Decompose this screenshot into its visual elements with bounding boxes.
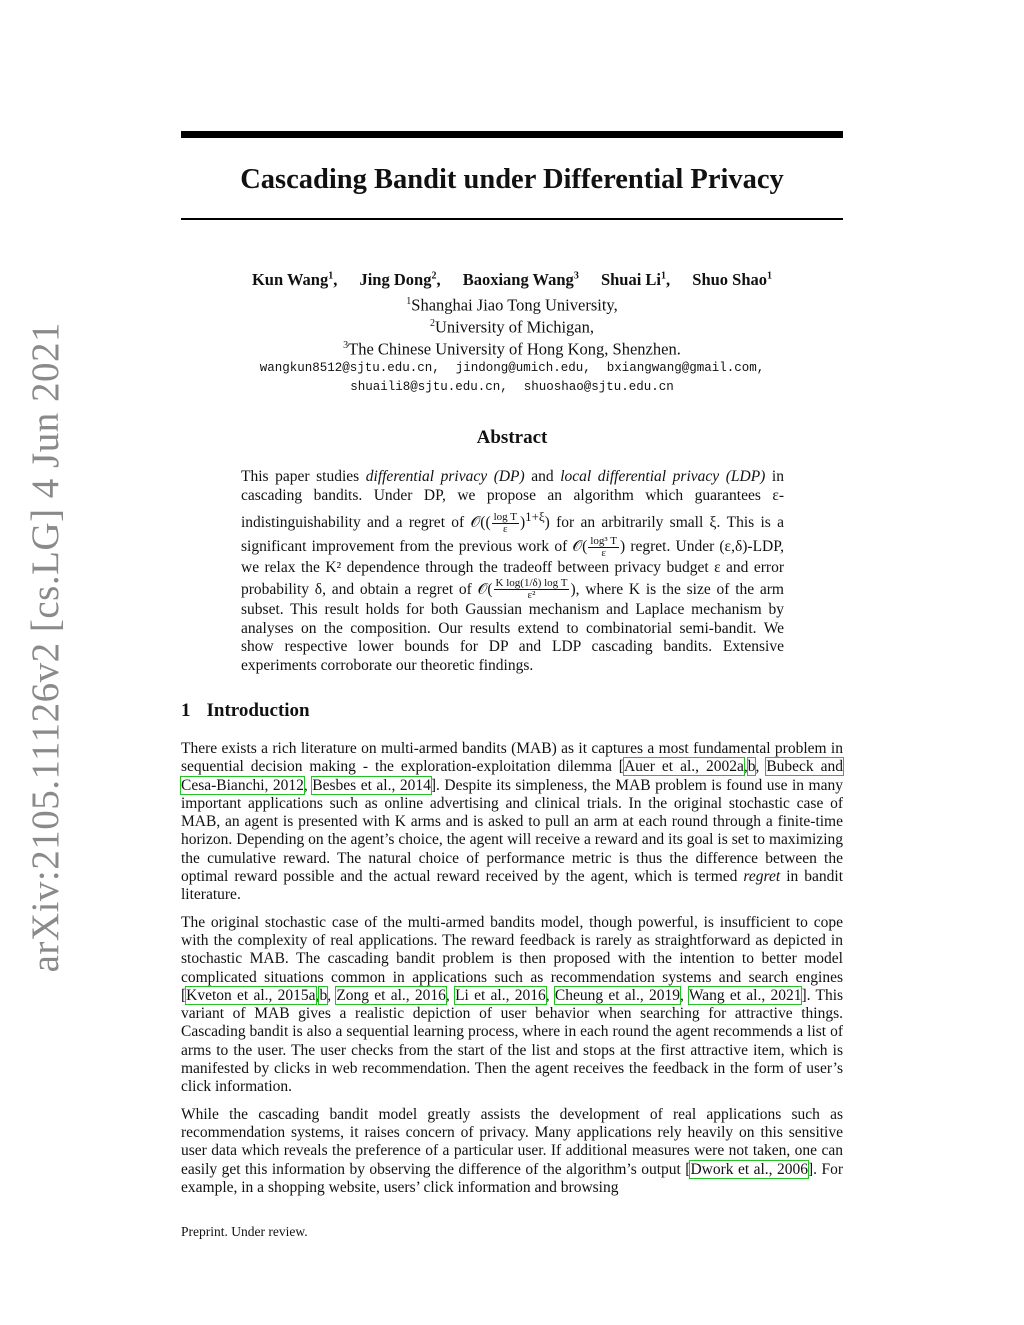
paper-title: Cascading Bandit under Differential Privacy bbox=[240, 164, 784, 195]
page-footer: Preprint. Under review. bbox=[181, 1224, 308, 1239]
author: Baoxiang Wang$^3$ bbox=[462, 269, 579, 289]
email: jindong@umich.edu, bbox=[455, 360, 591, 375]
citation-link[interactable]: Dwork et al., 2006 bbox=[690, 1160, 808, 1178]
author: Kun Wang$^1$, bbox=[251, 269, 338, 289]
author-block bbox=[181, 263, 843, 397]
citation-link[interactable]: b bbox=[747, 758, 756, 776]
section-heading: 1 Introduction bbox=[181, 700, 310, 721]
paragraph: There exists a rich literature on multi-armed bandits (MAB) as it captures a most fundamental problem in sequential decision making - the exploration-exploitation dilemma [Auer et al., 2002a,b, Bubeck and Cesa-Bianchi, 2012, Besbes et al., 2014]. Despite its simpleness, the MAB problem is found use in many important applications such as online advertising and clinical trials. In the original stochastic case of MAB, an agent is presented with K arms and is asked to pull an arm at each round through a finite-time horizon. Depending on the agent’s choice, the agent will receive a reward and its goal is set to maximizing the cumulative reward. The natural choice of performance metric is thus the difference between the optimal reward possible and the actual reward received by the agent, which is termed regret in bandit literature. bbox=[181, 740, 844, 904]
citation-link[interactable]: Bubeck and Cesa-Bianchi, 2012 bbox=[181, 758, 843, 794]
abstract-emphasis: local differential privacy (LDP) bbox=[560, 468, 766, 485]
abstract-heading: Abstract bbox=[476, 427, 548, 448]
citation-link[interactable]: Cheung et al., 2019 bbox=[554, 986, 680, 1004]
abstract-emphasis: differential privacy (DP) bbox=[365, 468, 525, 485]
citation-link[interactable]: Besbes et al., 2014 bbox=[312, 776, 431, 794]
email: shuoshao@sjtu.edu.cn bbox=[523, 379, 674, 394]
regret-bound-previous: 𝒪( $\frac{\text{log³ T}}{\varepsilon}$ ) bbox=[572, 535, 626, 560]
email: wangkun8512@sjtu.edu.cn, bbox=[259, 360, 440, 375]
citation-link[interactable]: Auer et al., 2002a bbox=[623, 758, 744, 776]
author-list bbox=[181, 263, 843, 293]
email-list bbox=[181, 378, 843, 397]
author: Shuo Shao$^1$ bbox=[692, 269, 773, 289]
citation-link[interactable]: Wang et al., 2021 bbox=[688, 986, 802, 1004]
title-top-rule bbox=[181, 131, 843, 138]
regret-bound-ldp: 𝒪( $\frac{\text{K log(1/δ) log T}}{\text{ε²}}$ ) bbox=[477, 577, 576, 602]
email-list bbox=[181, 359, 843, 378]
regret-bound-dp: 𝒪(( $\frac{\text{log T}}{\varepsilon}$ )$^{1+\xi}$) bbox=[470, 509, 550, 536]
citation-link[interactable]: Li et al., 2016 bbox=[455, 986, 546, 1004]
citation-link[interactable]: Zong et al., 2016 bbox=[336, 986, 446, 1004]
author: Jing Dong$^2$, bbox=[359, 269, 441, 289]
section-body bbox=[181, 740, 843, 1206]
abstract-body: This paper studies differential privacy (DP) and local differential privacy (LDP) in cascading bandits. Under DP, we propose an algorithm which guarantees ε-indistinguishability and a regret of 𝒪(( $\frac{\text{log T}}{\varepsilon}$ )$^{1+\xi}$) for an arbitrarily small ξ. This is a significant improvement from the previous work of 𝒪( $\frac{\text{log³ T}}{\varepsilon}$ ) regret. Under (ε,δ)-LDP, we relax the K² dependence through the tradeoff between privacy budget ε and error probability δ, and obtain a regret of 𝒪( $\frac{\text{K log(1/δ) log T}}{\text{ε²}}$ ), where K is the size of the arm subset. This result holds for both Gaussian mechanism and Laplace mechanism by analyses on the composition. Our results extend to combinatorial semi-bandit. We show respective lower bounds for DP and LDP cascading bandits. Extensive experiments corroborate our theoretic findings. bbox=[241, 468, 785, 674]
affiliation: $^2$University of Michigan, bbox=[429, 317, 594, 336]
affiliation: $^1$Shanghai Jiao Tong University, bbox=[406, 295, 618, 314]
email: shuaili8@sjtu.edu.cn, bbox=[350, 379, 508, 394]
title-bottom-rule bbox=[181, 218, 843, 220]
citation-link[interactable]: b bbox=[319, 986, 328, 1004]
citation-link[interactable]: Kveton et al., 2015a bbox=[186, 986, 316, 1004]
email: bxiangwang@gmail.com, bbox=[606, 360, 765, 375]
paragraph: The original stochastic case of the multi-armed bandits model, though powerful, is insufficient to cope with the complexity of real applications. The reward feedback is rarely as straightforward as depicted in stochastic MAB. The cascading bandit problem is then proposed with the intention to better model complicated situations common in applications such as recommendation systems and search engines [Kveton et al., 2015a,b, Zong et al., 2016, Li et al., 2016, Cheung et al., 2019, Wang et al., 2021]. This variant of MAB gives a realistic depiction of user behavior when searching for attractive things. Cascading bandit is also a sequential learning process, where in each round the agent recommends a list of arms to the user. The user checks from the start of the list and stops at the first attractive item, which is manifested by clicks in web recommendation. Then the agent receives the feedback in the form of user’s click information. bbox=[181, 913, 844, 1096]
affiliation: $^3$The Chinese University of Hong Kong, Shenzhen. bbox=[343, 339, 681, 358]
paragraph: While the cascading bandit model greatly assists the development of real applications such as recommendation systems, it raises concern of privacy. Many applications rely heavily on this sensitive user data which reveals the preference of a particular user. If additional measures were not taken, one can easily get this information by observing the difference of the algorithm’s output [Dwork et al., 2006]. For example, in a shopping website, users’ click information and browsing bbox=[181, 1105, 843, 1196]
arxiv-identifier: arXiv:2105.11126v2 [cs.LG] 4 Jun 2021 bbox=[23, 322, 67, 973]
author: Shuai Li$^1$, bbox=[600, 269, 671, 289]
